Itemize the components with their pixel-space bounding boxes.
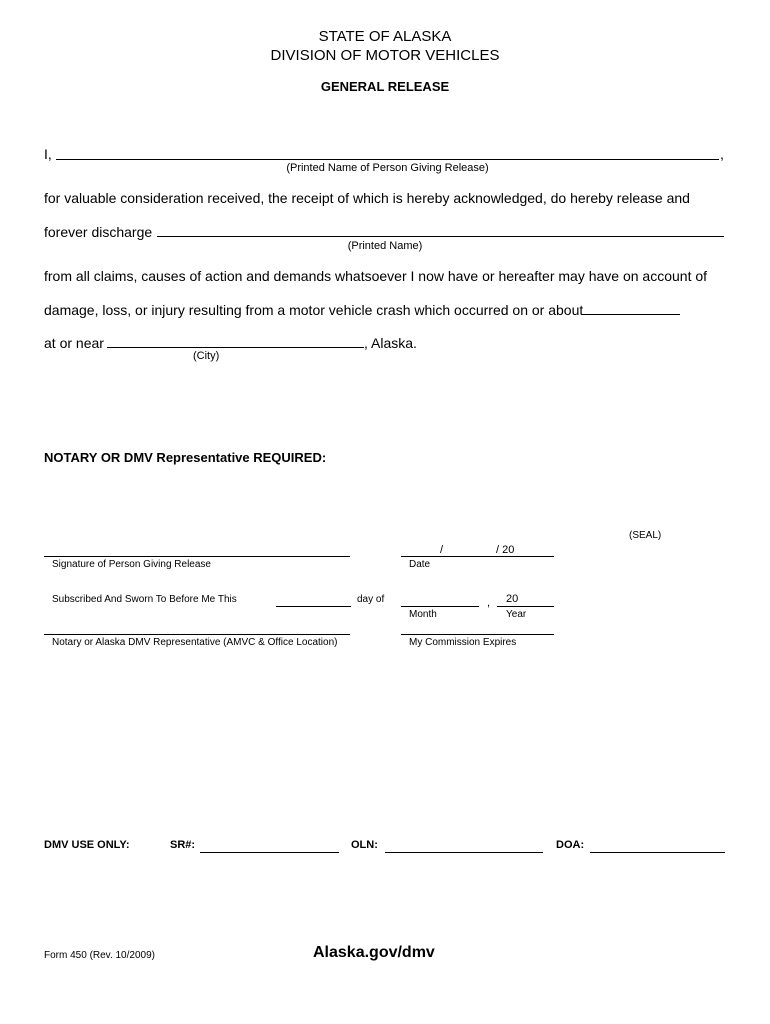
header-state: STATE OF ALASKA xyxy=(318,28,452,45)
header-division: DIVISION OF MOTOR VEHICLES xyxy=(270,47,500,64)
city-caption: (City) xyxy=(193,350,220,362)
printed-name-caption: (Printed Name) xyxy=(347,240,423,252)
signature-line[interactable] xyxy=(44,556,350,557)
commission-line[interactable] xyxy=(401,634,554,635)
crash-date-field[interactable] xyxy=(583,298,680,315)
release-sentence-2: from all claims, causes of action and demands whatsoever I now have or hereafter may have on account of xyxy=(44,268,708,284)
form-number: Form 450 (Rev. 10/2009) xyxy=(44,950,155,961)
seal-label: (SEAL) xyxy=(629,530,662,541)
doa-field[interactable] xyxy=(590,836,725,853)
month-line[interactable] xyxy=(401,606,479,607)
sr-field[interactable] xyxy=(200,836,339,853)
oln-field[interactable] xyxy=(385,836,543,853)
year-caption: Year xyxy=(506,609,527,620)
oln-label: OLN: xyxy=(351,839,378,851)
commission-caption: My Commission Expires xyxy=(409,637,517,648)
year-line[interactable] xyxy=(497,606,554,607)
notary-heading: NOTARY OR DMV Representative REQUIRED: xyxy=(44,450,327,465)
form-title: GENERAL RELEASE xyxy=(320,79,450,94)
release-sentence-3: damage, loss, or injury resulting from a motor vehicle crash which occurred on or about xyxy=(44,302,584,318)
date-caption: Date xyxy=(409,559,431,570)
signature-caption: Signature of Person Giving Release xyxy=(52,559,211,570)
forever-discharge-label: forever discharge xyxy=(44,224,153,240)
subscribed-label: Subscribed And Sworn To Before Me This xyxy=(52,594,237,605)
city-field[interactable] xyxy=(107,331,364,348)
month-caption: Month xyxy=(409,609,437,620)
released-party-field[interactable] xyxy=(157,220,724,237)
sr-label: SR#: xyxy=(170,839,196,851)
year-prefix: 20 xyxy=(506,593,519,605)
date-slash: / xyxy=(440,544,444,556)
representative-line[interactable] xyxy=(44,634,350,635)
day-line[interactable] xyxy=(276,606,351,607)
dmv-use-only-label: DMV USE ONLY: xyxy=(44,839,130,851)
month-year-comma: , xyxy=(487,597,491,609)
doa-label: DOA: xyxy=(556,839,585,851)
name-comma: , xyxy=(720,146,724,162)
name-caption: (Printed Name of Person Giving Release) xyxy=(286,162,489,174)
representative-caption: Notary or Alaska DMV Representative (AMVC & Office Location) xyxy=(52,637,338,648)
date-line[interactable] xyxy=(401,556,554,557)
release-sentence-1: for valuable consideration received, the receipt of which is hereby acknowledged, do hereby release and xyxy=(44,190,690,206)
releasor-name-field[interactable] xyxy=(56,143,719,160)
at-or-near-label: at or near xyxy=(44,335,104,351)
website: Alaska.gov/dmv xyxy=(313,944,435,961)
alaska-suffix: , Alaska. xyxy=(364,335,417,351)
date-slash-20: / 20 xyxy=(496,544,515,556)
i-prefix: I, xyxy=(44,146,52,162)
day-of-label: day of xyxy=(357,594,385,605)
